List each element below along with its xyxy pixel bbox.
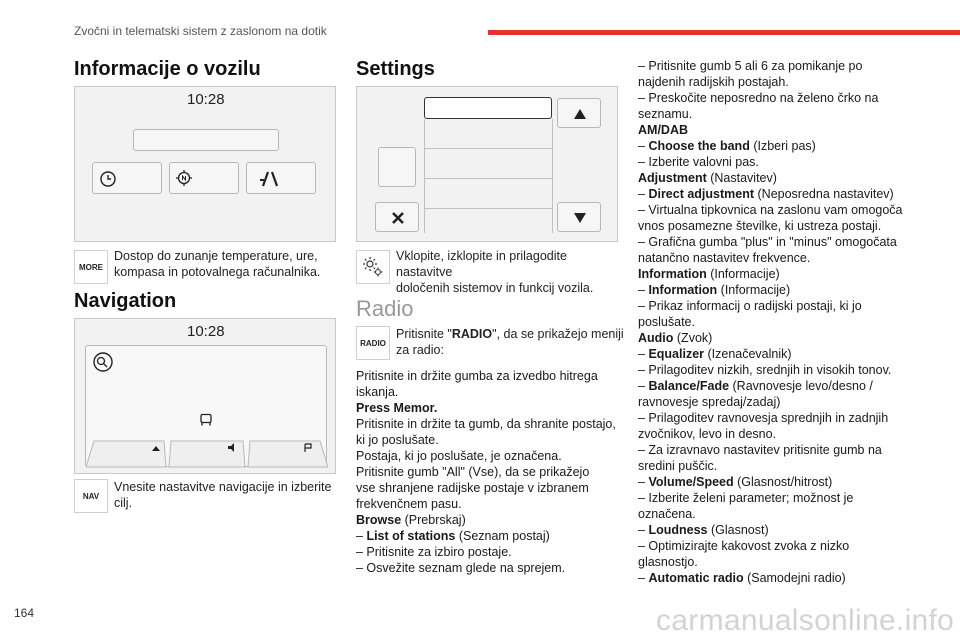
settings-row [424,119,552,149]
text-line [638,58,918,74]
text-line [356,496,624,512]
text-run: – [638,187,649,201]
road-tile [246,162,316,194]
running-header: Zvočni in telematski sistem z zaslonom na dotik [74,24,327,38]
text-line [638,218,918,234]
text-line [638,426,918,442]
scroll-up-button [557,98,601,128]
arrow-up-icon [573,108,587,120]
text-line [638,362,918,378]
nav-badge: NAV [74,479,108,513]
settings-row [424,149,552,179]
text-run: (Neposredna nastavitev) [754,187,894,201]
text-line [638,250,918,266]
text-line [638,506,918,522]
text-line [638,138,918,154]
navigation-description [114,479,339,511]
text-line [638,170,918,186]
desc-line: cilj. [114,496,133,510]
bold-term: Equalizer [648,347,705,361]
intro-line: za radio: [396,343,444,357]
radio-heading: Radio [356,296,414,321]
text-run: – Preskočite neposredno na želeno črko na [638,91,879,105]
vehicle-info-screenshot [74,86,336,242]
desc-line: Vnesite nastavitve navigacije in izberite [114,480,332,494]
text-line [356,384,624,400]
text-run: najdenih radijskih postajah. [638,75,789,89]
more-badge: MORE [74,250,108,284]
radio-body-text [356,368,624,576]
road-icon [257,171,283,187]
text-line [638,378,918,394]
desc-line: kompasa in potovalnega računalnika. [114,265,321,279]
text-line [638,394,918,410]
text-run: vse shranjene radijske postaje v izbranem [356,481,589,495]
text-run: (Samodejni radio) [743,571,846,585]
text-line [638,522,918,538]
text-line [638,122,918,138]
text-line [638,234,918,250]
text-run: ravnovesje spredaj/zadaj) [638,395,781,409]
vehicle-info-heading: Informacije o vozilu [74,58,261,80]
bold-term: Loudness [648,523,708,537]
settings-screenshot [356,86,618,242]
radio-badge: RADIO [356,326,390,360]
text-run: – Pritisnite gumb 5 ali 6 za pomikanje po [638,59,863,73]
text-run: – [638,283,649,297]
text-run: Pritisnite in držite gumba za izvedbo hitrega [356,369,598,383]
text-line [638,154,918,170]
text-line [356,432,624,448]
text-line [356,560,624,576]
desc-line: Vklopite, izklopite in prilagodite nastavitve [396,249,567,279]
text-run: (Zvok) [673,331,713,345]
page-number: 164 [14,606,35,620]
settings-badge [356,250,390,284]
text-run: Pritisnite in držite ta gumb, da shranite postajo, [356,417,616,431]
text-run: (Glasnost/hitrost) [733,475,833,489]
screen-clock: 10:28 [187,91,225,108]
text-run: – [638,571,649,585]
text-line [638,442,918,458]
text-line [638,90,918,106]
text-run: poslušate. [638,315,695,329]
text-line [356,368,624,384]
text-line [638,186,918,202]
text-line [638,346,918,362]
info-display-field [133,129,279,151]
bold-term: AM/DAB [638,123,688,137]
screen-clock: 10:28 [187,323,225,340]
text-run: Postaja, ki jo poslušate, je označena. [356,449,562,463]
text-run: označena. [638,507,696,521]
text-run: (Glasnost) [707,523,769,537]
settings-selected-row [424,97,552,119]
text-line [638,298,918,314]
text-run: – Optimizirajte kakovost zvoka z nizko [638,539,850,553]
text-run: (Prebrskaj) [401,513,466,527]
text-run: – Osvežite seznam glede na sprejem. [356,561,566,575]
text-line [638,538,918,554]
text-run: – Pritisnite za izbiro postaje. [356,545,512,559]
text-run: iskanja. [356,385,399,399]
text-line [638,266,918,282]
text-line [638,106,918,122]
text-line [638,330,918,346]
text-line [638,474,918,490]
compass-icon [175,169,193,187]
search-destination-icon [92,351,114,373]
text-line [638,202,918,218]
settings-list-border [552,119,553,233]
text-run: – Izberite valovni pas. [638,155,759,169]
text-line [638,410,918,426]
text-run: – [638,139,649,153]
text-line [638,570,918,586]
intro-text: Pritisnite " [396,327,452,341]
vehicle-position-icon [199,413,213,427]
text-run: ki jo poslušate. [356,433,439,447]
text-run: – Prilagoditev ravnovesja sprednjih in zadnjih [638,411,889,425]
settings-side-panel [378,147,416,187]
text-run: Pritisnite gumb "All" (Vse), da se prikažejo [356,465,590,479]
text-run: (Ravnovesje levo/desno / [729,379,873,393]
text-line [638,282,918,298]
text-line [638,314,918,330]
text-run: seznamu. [638,107,693,121]
intro-bold: RADIO [451,327,493,341]
text-line [356,544,624,560]
text-run: (Seznam postaj) [455,529,550,543]
bold-term: Volume/Speed [648,475,734,489]
watermark: carmanualsonline.info [656,604,955,637]
bold-term: Browse [356,513,402,527]
text-run: (Informacije) [717,283,791,297]
gear-icon [361,255,385,279]
vehicle-info-description [114,248,339,280]
text-run: – [638,523,649,537]
text-line [638,554,918,570]
text-run: sredini puščic. [638,459,718,473]
desc-line: določenih sistemov in funkcij vozila. [396,281,594,295]
settings-row [424,179,552,209]
text-run: frekvenčnem pasu. [356,497,462,511]
bold-term: Balance/Fade [648,379,730,393]
desc-line: Dostop do zunanje temperature, ure, [114,249,318,263]
text-line [638,74,918,90]
navigation-screenshot [74,318,336,474]
bold-term: Choose the band [648,139,750,153]
nav-bottom-tabs [86,440,328,468]
text-run: – [356,529,367,543]
text-run: glasnostjo. [638,555,698,569]
text-line [356,528,624,544]
bold-term: Audio [638,331,674,345]
text-line [356,448,624,464]
bold-term: Press Memor. [356,401,438,415]
bold-term: Automatic radio [648,571,744,585]
text-line [356,416,624,432]
scroll-down-button [557,202,601,232]
text-run: – [638,347,649,361]
text-run: zvočnikov, levo in desno. [638,427,777,441]
clock-icon [99,170,117,188]
text-line [356,480,624,496]
intro-text: ", da se prikažejo meniji [492,327,624,341]
text-run: vnos posamezne številke, ki ustreza postaji. [638,219,882,233]
text-line [356,512,624,528]
text-run: (Izberi pas) [749,139,816,153]
text-run: – Izberite želeni parameter; možnost je [638,491,854,505]
text-line [638,490,918,506]
bold-term: Information [638,267,707,281]
navigation-heading: Navigation [74,290,177,312]
trip-computer-tile [92,162,162,194]
text-run: – Prikaz informacij o radijski postaji, ki jo [638,299,862,313]
text-run: (Izenačevalnik) [704,347,792,361]
close-icon [391,211,405,225]
text-run: – Za izravnavo nastavitev pritisnite gumb na [638,443,882,457]
text-run: (Informacije) [706,267,780,281]
settings-description [396,248,624,296]
text-run: – [638,379,649,393]
text-run: – Grafična gumba "plus" in "minus" omogočata [638,235,897,249]
text-line [638,458,918,474]
header-accent-bar [488,30,960,35]
right-column-text [638,58,918,586]
bold-term: List of stations [366,529,456,543]
text-run: (Nastavitev) [706,171,777,185]
bold-term: Information [648,283,718,297]
text-run: – Prilagoditev nizkih, srednjih in visokih tonov. [638,363,892,377]
text-run: – Virtualna tipkovnica na zaslonu vam omogoča [638,203,903,217]
text-run: natančno nastavitev frekvence. [638,251,811,265]
settings-heading: Settings [356,58,435,80]
arrow-down-icon [573,212,587,224]
compass-tile [169,162,239,194]
text-line [356,464,624,480]
map-area [85,345,327,467]
text-line [356,400,624,416]
bold-term: Adjustment [638,171,707,185]
text-run: – [638,475,649,489]
radio-intro [396,326,624,358]
close-button [375,202,419,232]
bold-term: Direct adjustment [648,187,755,201]
settings-list-border [424,119,425,233]
